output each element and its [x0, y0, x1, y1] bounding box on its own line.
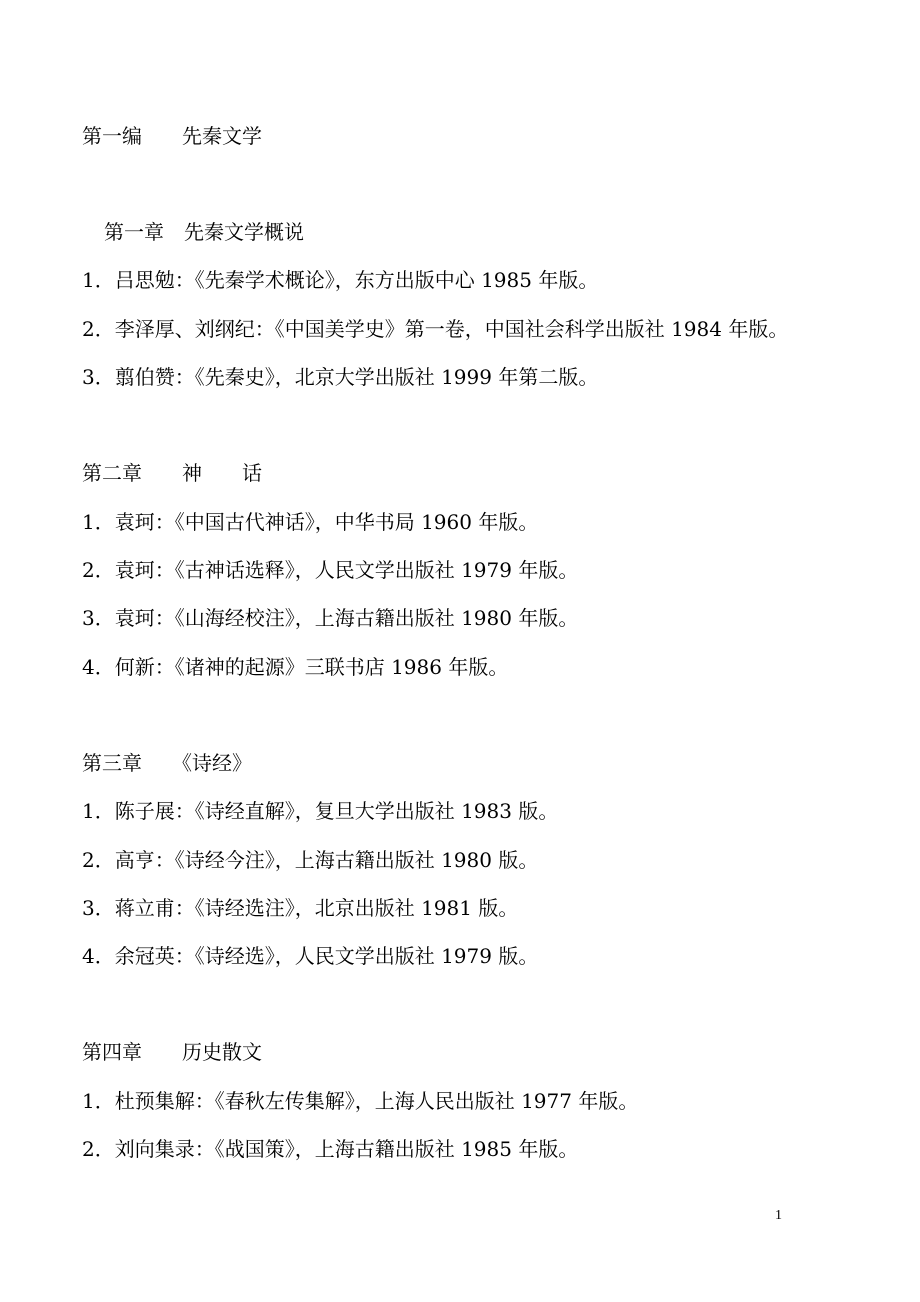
chapter-heading: 第二章 神 话: [82, 461, 262, 485]
reference-item: 1．陈子展：《诗经直解》，复旦大学出版社 1983 版。: [82, 799, 559, 823]
reference-item: 4．何新：《诸神的起源》三联书店 1986 年版。: [82, 655, 509, 679]
reference-item: 2．高亨：《诗经今注》，上海古籍出版社 1980 版。: [82, 848, 539, 872]
reference-item: 3．翦伯赞：《先秦史》，北京大学出版社 1999 年第二版。: [82, 365, 599, 389]
page-number: 1: [775, 1208, 782, 1223]
reference-item: 1．杜预集解：《春秋左传集解》，上海人民出版社 1977 年版。: [82, 1089, 639, 1113]
chapter-heading: 第四章 历史散文: [82, 1040, 262, 1064]
chapter-heading: 第三章 《诗经》: [82, 751, 252, 775]
reference-item: 2．袁珂：《古神话选释》，人民文学出版社 1979 年版。: [82, 558, 579, 582]
reference-item: 1．袁珂：《中国古代神话》，中华书局 1960 年版。: [82, 510, 539, 534]
reference-item: 1．吕思勉：《先秦学术概论》，东方出版中心 1985 年版。: [82, 268, 599, 292]
reference-item: 3．袁珂：《山海经校注》，上海古籍出版社 1980 年版。: [82, 606, 579, 630]
reference-item: 4．余冠英：《诗经选》，人民文学出版社 1979 版。: [82, 944, 539, 968]
reference-item: 2．刘向集录：《战国策》，上海古籍出版社 1985 年版。: [82, 1137, 579, 1161]
reference-item: 2．李泽厚、刘纲纪：《中国美学史》第一卷，中国社会科学出版社 1984 年版。: [82, 317, 789, 341]
reference-item: 3．蒋立甫：《诗经选注》，北京出版社 1981 版。: [82, 896, 519, 920]
chapter-heading: 第一章 先秦文学概说: [104, 220, 304, 244]
part-title: 第一编 先秦文学: [82, 124, 262, 148]
